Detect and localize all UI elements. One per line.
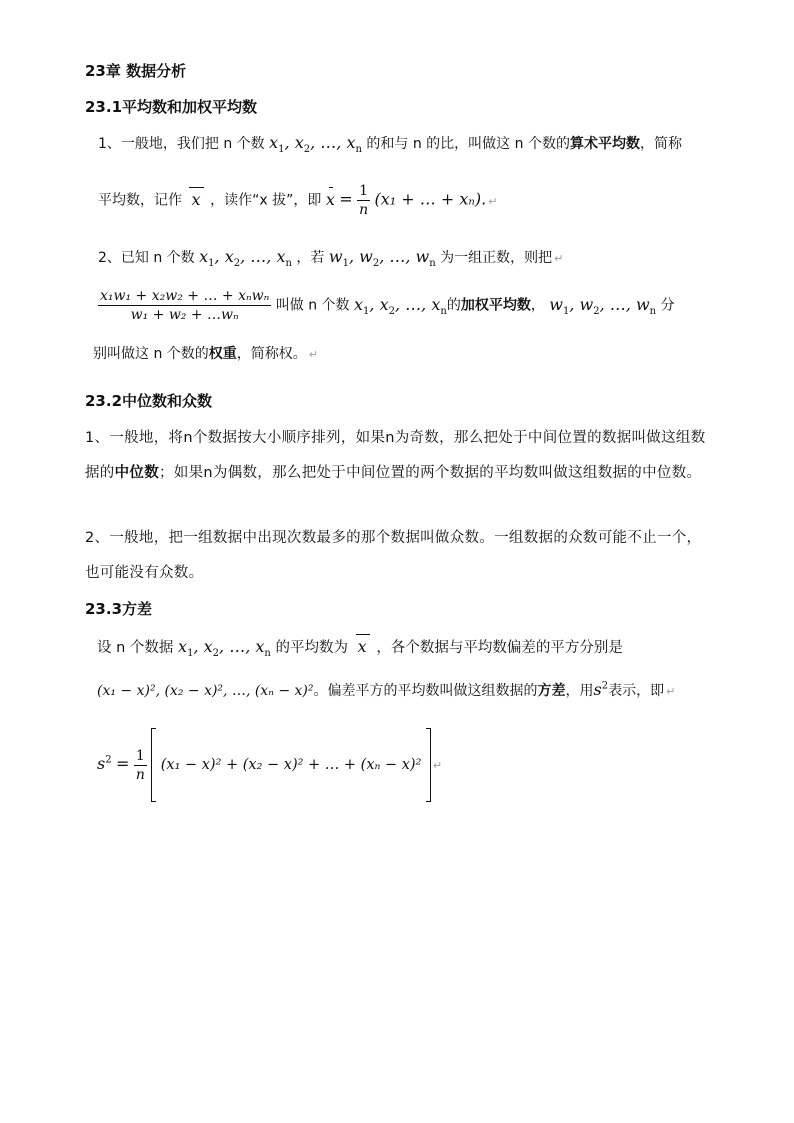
left-bracket xyxy=(151,728,156,802)
weighted-mean-fraction: $\frac{\text{x₁w₁ + x₂w₂ + … + xₙwₙ}}{\text{w₁ + w₂ + …wₙ}}$ xyxy=(100,288,270,323)
term-median: 中位数 xyxy=(114,465,160,481)
variance-formula: $s^2$ = $\frac{1}{n}$ (x₁ − x)² + (x₂ − x)² + … + (xₙ − x)² ↵ xyxy=(97,728,442,802)
mean-fraction: $\frac{1}{n}$ xyxy=(359,183,369,218)
deviation-list: (x₁ − x)², (x₂ − x)², …, (xₙ − x)² xyxy=(97,683,314,699)
s-squared-symbol: $s^2$ xyxy=(593,680,609,699)
mean-definition-line: 1、一般地，我们把 n 个数 $x_1$, $x_2$, …, $x_n$ 的和与 n 的比，叫做这 n 个数的算术平均数，简称 xyxy=(98,133,682,156)
section-title-23-1: 23.1平均数和加权平均数 xyxy=(85,98,258,116)
mean-formula-sum: (x₁ + … + xₙ). xyxy=(374,189,487,209)
w-sequence: $w_1$, $w_2$, …, $w_n$ xyxy=(328,247,436,270)
weights-definition-line: 别叫做这 n 个数的权重，简称权。 ↵ xyxy=(93,346,318,362)
mode-paragraph: 2、一般地，把一组数据中出现次数最多的那个数据叫做众数。一组数据的众数可能不止一个，也可能没有众数。 xyxy=(85,530,702,581)
term-arithmetic-mean: 算术平均数 xyxy=(569,136,640,152)
section-title-23-3: 23.3方差 xyxy=(85,600,153,618)
term-weighted-mean: 加权平均数 xyxy=(460,297,531,314)
mean-notation-line: 平均数，记作 x ，读作“x 拔”，即 x = $\frac{1}{n}$ (x₁ + … + xₙ). ↵ xyxy=(98,183,498,218)
variance-intro-line: 设 n 个数据 $x_1$, $x_2$, …, $x_n$ 的平均数为 x ，各个数据与平均数偏差的平方分别是 xyxy=(97,637,623,660)
right-bracket xyxy=(426,728,431,802)
median-paragraph: 1、一般地，将n个数据按大小顺序排列，如果n为奇数，那么把处于中间位置的数据叫做这组数据的中位数；如果n为偶数，那么把处于中间位置的两个数据的平均数叫做这组数据的中位数。 xyxy=(85,430,706,481)
section-title-23-2: 23.2中位数和众数 xyxy=(85,392,213,410)
x-bar-symbol: x xyxy=(186,189,206,209)
deviation-squares-line: (x₁ − x)², (x₂ − x)², …, (xₙ − x)²。偏差平方的平均数叫做这组数据的方差，用$s^2$表示，即 ↵ xyxy=(97,680,676,699)
weights-intro-line: 2、已知 n 个数 $x_1$, $x_2$, …, $x_n$ ，若 $w_1$, $w_2$, …, $w_n$ 为一组正数，则把 ↵ xyxy=(98,247,564,270)
weighted-mean-line: $\frac{\text{x₁w₁ + x₂w₂ + … + xₙwₙ}}{\text{w₁ + w₂ + …wₙ}}$ 叫做 n 个数 $x_1$, $x_2$, …, $x_n$的加权平均数， $w_1$, $w_2$, …, $w_n$ 分 xyxy=(100,288,675,323)
term-variance: 方差 xyxy=(537,683,566,699)
variance-sum: (x₁ − x)² + (x₂ − x)² + … + (xₙ − x)² xyxy=(160,757,422,773)
term-weight: 权重 xyxy=(208,346,237,362)
chapter-title: 23章 数据分析 xyxy=(85,62,187,80)
x-sequence: $x_1$, $x_2$, …, $x_n$ xyxy=(269,133,362,156)
